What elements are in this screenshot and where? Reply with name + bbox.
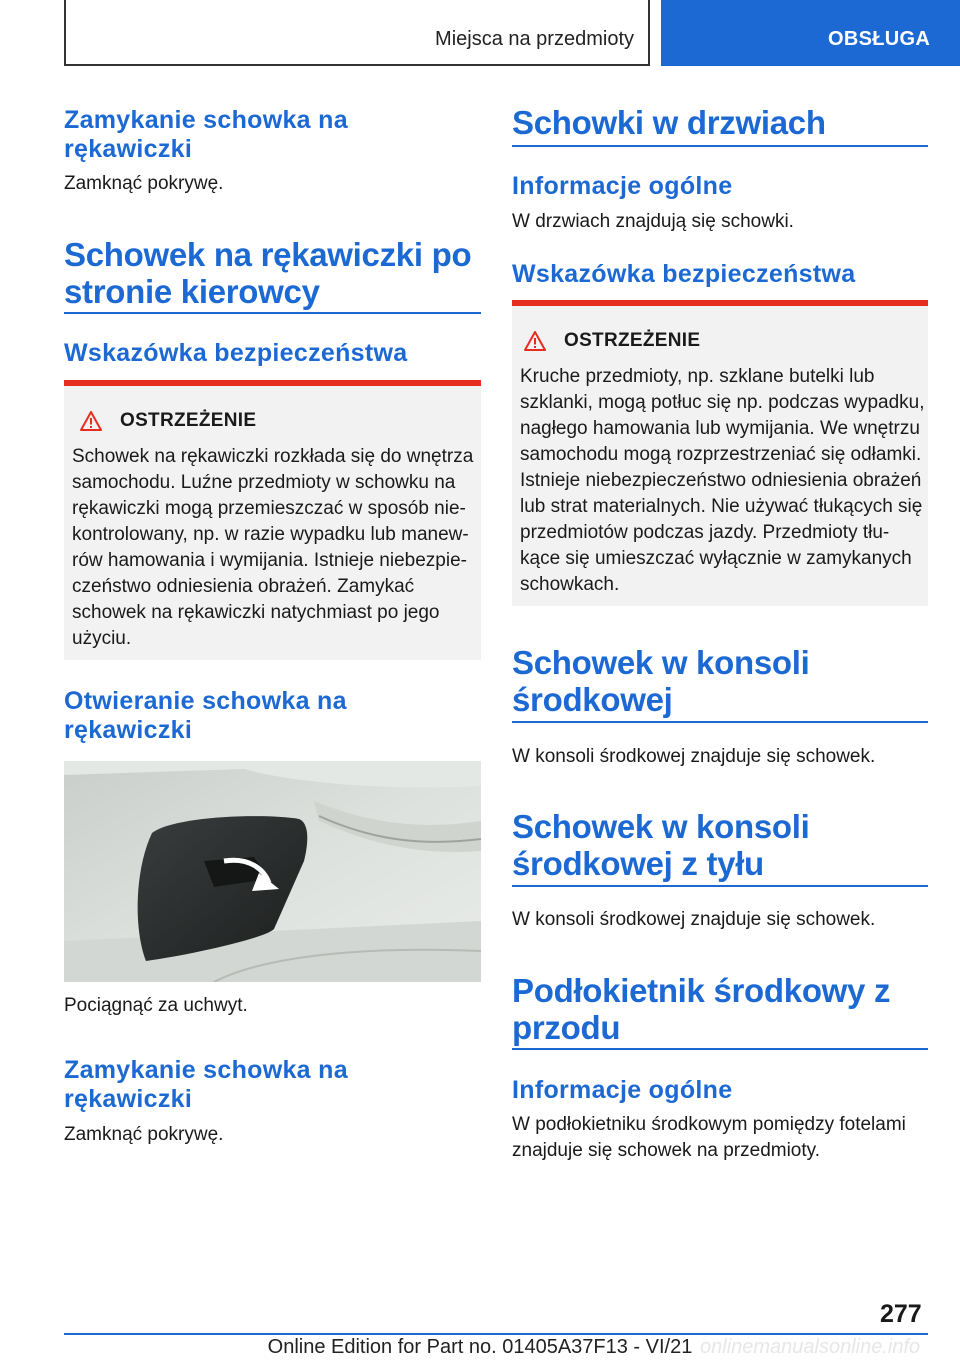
- warning-triangle-icon: [524, 331, 546, 351]
- warning-title-left: OSTRZEŻENIE: [80, 410, 256, 432]
- warning-title-right: OSTRZEŻENIE: [524, 330, 700, 352]
- page-number: 277: [880, 1300, 922, 1328]
- warning-triangle-icon: [80, 411, 102, 431]
- armrest-general-heading: Informacje ogólne: [512, 1076, 733, 1104]
- section-rule: [64, 312, 481, 314]
- footer-rule: [64, 1333, 928, 1335]
- header-section-tab: [64, 0, 650, 66]
- center-console-heading: Schowek w konsoli środkowej: [512, 644, 810, 718]
- driver-glovebox-heading: Schowek na rękawiczki po stronie kierowcy: [64, 236, 472, 310]
- footer-edition: Online Edition for Part no. 01405A37F13 - VI/21: [267, 1336, 693, 1358]
- warning-box-left: [64, 380, 481, 660]
- safety-heading-left: Wskazówka bezpieczeństwa: [64, 339, 408, 367]
- door-compartments-text: W drzwiach znajdują się schowki.: [512, 211, 794, 232]
- warning-box-right: [512, 300, 928, 606]
- header-section-title: Miejsca na przedmioty: [435, 28, 634, 50]
- section-rule: [512, 885, 928, 887]
- glovebox-illustration: [64, 761, 481, 982]
- rear-console-text: W konsoli środkowej znajduje się schowek.: [512, 909, 876, 930]
- door-compartments-heading: Schowki w drzwiach: [512, 104, 826, 141]
- pull-handle-text: Pociągnąć za uchwyt.: [64, 995, 248, 1016]
- warning-text-right: Kruche przedmioty, np. szklane butelki lub szklanki, mogą potłuc się np. podczas wypadku, nagłego hamowania lub wymijania. We wnętrzu samochodu mogą rozprzestrzeniać się odłamki. Istnieje niebezpieczeństwo odniesienia obrażeń lub strat materialnych. Nie używać tłukących się przedmiotów podczas jazdy. Przedmioty tłu- kące się umieszczać wyłącznie w zamykanych schowkach.: [520, 366, 925, 595]
- section-rule: [512, 145, 928, 147]
- close-glovebox-heading-bottom: Zamykanie schowka na rękawiczki: [64, 1056, 348, 1113]
- close-glovebox-text-bottom: Zamknąć pokrywę.: [64, 1124, 224, 1145]
- header-chapter-title: OBSŁUGA: [828, 28, 931, 50]
- center-console-text: W konsoli środkowej znajduje się schowek.: [512, 746, 876, 767]
- glovebox-photo: [64, 761, 481, 982]
- safety-heading-right: Wskazówka bezpieczeństwa: [512, 260, 856, 288]
- section-rule: [512, 721, 928, 723]
- warning-text-left: Schowek na rękawiczki rozkłada się do wnętrza samochodu. Luźne przedmioty w schowku na rękawiczki mogą przemieszczać w sposób nie- kontrolowany, np. w razie wypadku lub manew- rów hamowania i wymijania. Istnieje niebezpie- czeństwo odniesienia obrażeń. Zamykać schowek na rękawiczki natychmiast po jego użyciu.: [72, 446, 474, 649]
- watermark: onlinemanualsonline.info: [700, 1336, 921, 1358]
- armrest-text: W podłokietniku środkowym pomiędzy fotelami znajduje się schowek na przedmioty.: [512, 1114, 906, 1161]
- close-glovebox-heading: Zamykanie schowka na rękawiczki: [64, 106, 348, 163]
- close-glovebox-text: Zamknąć pokrywę.: [64, 173, 224, 194]
- header-chapter-tab: [661, 0, 960, 66]
- section-rule: [512, 1048, 928, 1050]
- front-armrest-heading: Podłokietnik środkowy z przodu: [512, 972, 891, 1046]
- rear-console-heading: Schowek w konsoli środkowej z tyłu: [512, 808, 810, 882]
- open-glovebox-heading: Otwieranie schowka na rękawiczki: [64, 687, 347, 744]
- general-info-heading: Informacje ogólne: [512, 172, 733, 200]
